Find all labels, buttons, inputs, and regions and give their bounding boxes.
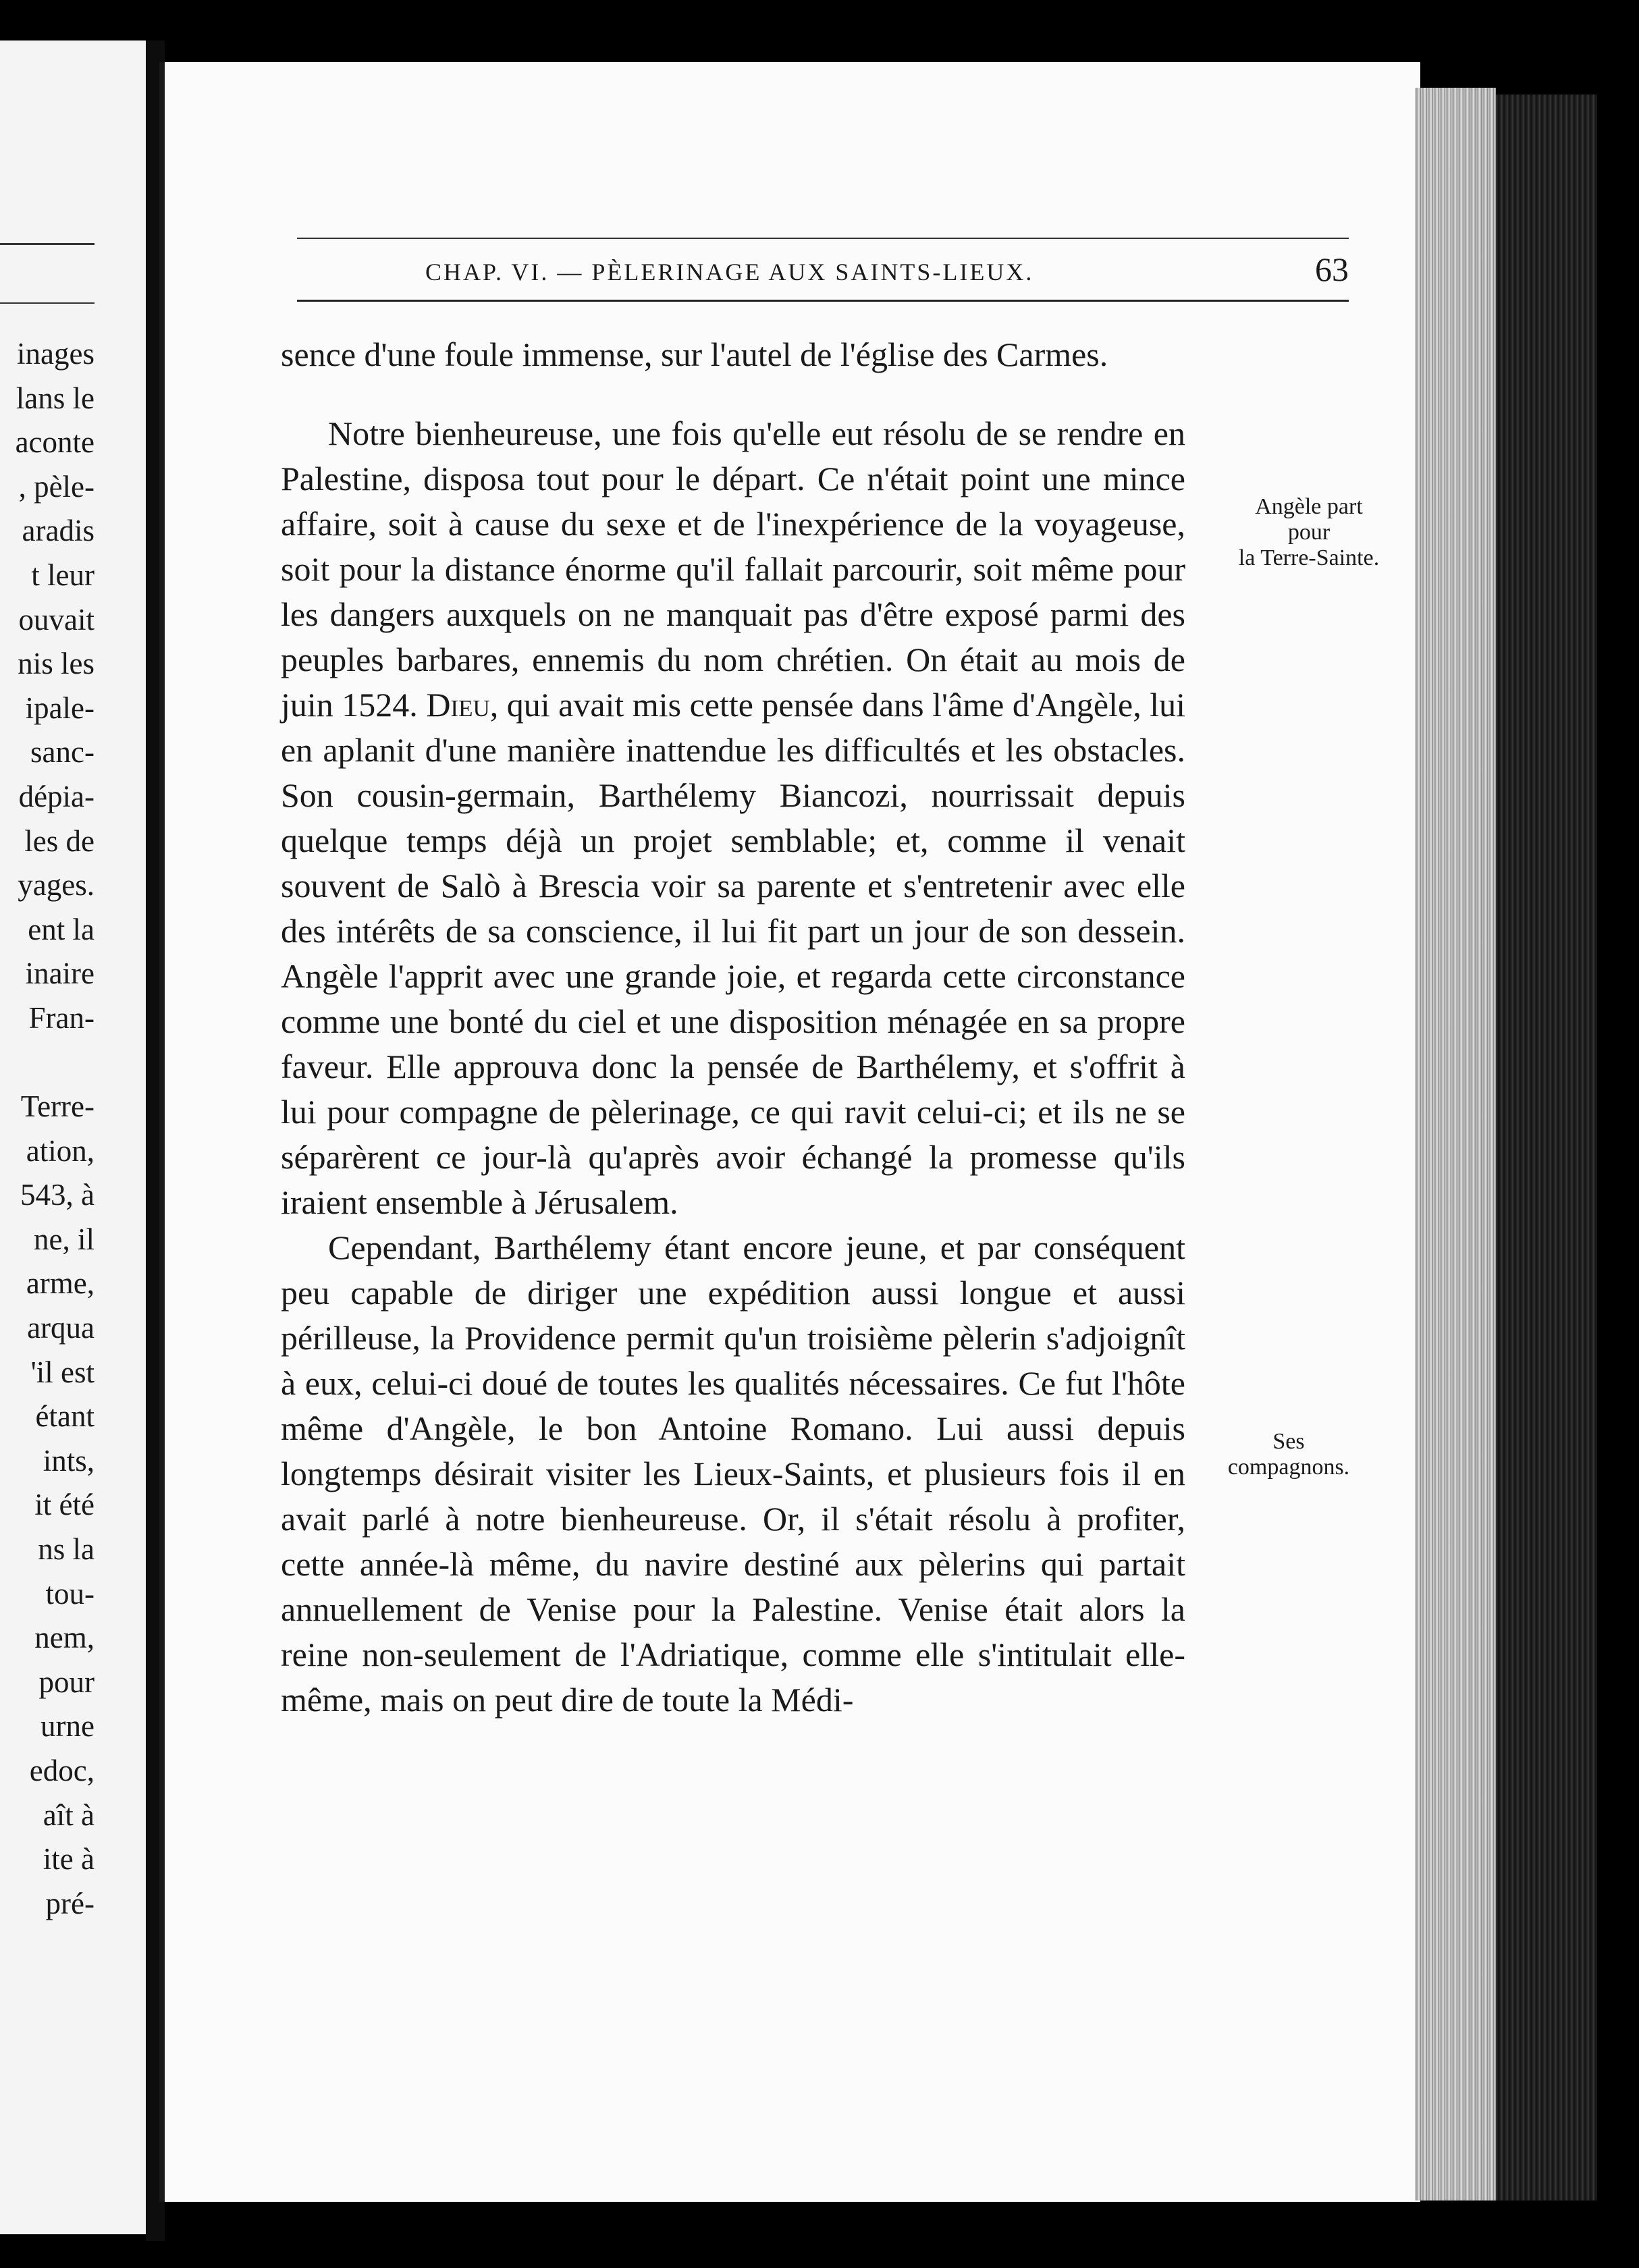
paragraph-text: Notre bienheureuse, une fois qu'elle eut résolu de se rendre en Palestine, disposa tout pour le départ. Ce n'était point une mince affaire, soit à cause du sexe et de l'inexpérience de la voyageuse, soit pour la distance énorme qu'il fallait parcourir, soit même pour les dangers auxquels on ne manquait pas d'être exposé parmi des peuples barbares, ennemis du nom chrétien. On était au mois de juin 1524. (281, 414, 1185, 724)
margin-note-line: la Terre-Sainte. (1238, 545, 1380, 570)
left-page-line: sanc- (30, 735, 95, 770)
current-page (159, 62, 1420, 2202)
left-header-rule (0, 243, 95, 245)
margin-note-departure (1198, 494, 1420, 571)
left-page-line: étant (35, 1399, 95, 1434)
left-page-line: aradis (22, 514, 95, 548)
left-page-line: urne (41, 1709, 95, 1744)
left-page-line: ns la (38, 1532, 95, 1567)
left-page-line: lans le (16, 381, 95, 415)
left-page-line: arme, (26, 1266, 95, 1301)
body-text (281, 332, 1185, 1723)
left-page-line: les de (24, 824, 95, 858)
left-page-line: yages. (18, 868, 95, 902)
left-page-line: ite à (43, 1842, 95, 1877)
left-page-line: 'il est (30, 1355, 95, 1389)
left-page-line: ne, il (34, 1222, 95, 1256)
left-page-line: pour (38, 1665, 95, 1699)
left-page-line (16, 1041, 95, 1085)
page-edges (1415, 88, 1496, 2200)
margin-note-line: pour (1287, 520, 1331, 545)
margin-note-line: Angèle part (1255, 494, 1363, 519)
left-page-line: ouvait (18, 602, 95, 637)
left-page-line: it été (34, 1488, 95, 1522)
page-header (297, 238, 1349, 319)
left-page-line: t leur (31, 558, 95, 592)
margin-note-line: compagnons. (1227, 1455, 1350, 1480)
page-number: 63 (1315, 250, 1349, 288)
paragraph-companions: Cependant, Barthélemy étant encore jeune, et par conséquent peu capable de diriger une expédition aussi longue et aussi périlleuse, la Providence permit qu'un troisième pèlerin s'adjoignît à eux, celui-ci doué de toutes les qualités nécessaires. Ce fut l'hôte même d'Angèle, le bon Antoine Romano. Lui aussi depuis longtemps désirait visiter les Lieux-Saints, et plusieurs fois il en avait parlé à notre bienheureuse. Or, il s'était résolu à profiter, cette année-là même, du navire destiné aux pèlerins qui partait annuellement de Venise pour la Palestine. Venise était alors la reine non-seulement de l'Adriatique, comme elle s'intitulait elle-même, mais on peut dire de toute la Médi- (281, 1228, 1185, 1719)
left-page-line: arqua (27, 1311, 95, 1345)
small-caps-word: Dieu (426, 686, 490, 724)
left-page-line: Terre- (20, 1089, 95, 1124)
left-page-line: ation, (26, 1133, 95, 1168)
left-page-line: inages (17, 337, 95, 371)
book-block-edge (1496, 94, 1597, 2200)
previous-page-fragment (0, 40, 162, 2234)
running-head: CHAP. VI. — PÈLERINAGE AUX SAINTS-LIEUX. (425, 259, 1034, 286)
left-page-line: ints, (43, 1443, 95, 1478)
left-page-line: edoc, (29, 1754, 95, 1787)
left-page-line: ipale- (25, 691, 95, 725)
paragraph-departure (281, 411, 1185, 1225)
left-page-line: , pèle- (18, 469, 95, 504)
left-page-line: inaire (25, 956, 95, 991)
left-page-line: 543, à (20, 1178, 95, 1212)
margin-note-line: Ses (1272, 1429, 1305, 1454)
left-page-line: dépia- (18, 779, 95, 813)
left-page-line: nem, (34, 1621, 95, 1655)
left-header-rule-lower (0, 302, 95, 304)
left-page-line: Fran- (28, 1000, 95, 1035)
left-page-line: tou- (45, 1576, 95, 1611)
paragraph-text: , qui avait mis cette pensée dans l'âme d'Angèle, lui en aplanit d'une manière inattendue les difficultés et les obstacles. Son cousin-germain, Barthélemy Biancozi, nourrissait depuis quelque temps déjà un projet semblable; et, comme il venait souvent de Salò à Brescia voir sa parente et s'entretenir avec elle des intérêts de sa conscience, il lui fit part un jour de son dessein. Angèle l'apprit avec une grande joie, et regarda cette circonstance comme une bonté du ciel et une disposition ménagée en sa propre faveur. Elle approuva donc la pensée de Barthélemy, et s'offrit à lui pour compagne de pèlerinage, ce qui ravit celui-ci; et ils ne se séparèrent ce jour-là qu'après avoir échangé la promesse qu'ils iraient ensemble à Jérusalem. (281, 686, 1185, 1221)
header-rule-top (297, 238, 1349, 239)
paragraph-continuation: sence d'une foule immense, sur l'autel de l'église des Carmes. (281, 335, 1108, 373)
margin-note-companions (1177, 1429, 1400, 1480)
header-rule-bottom (297, 300, 1349, 302)
left-page-line: pré- (45, 1886, 95, 1920)
left-page-line: aît à (43, 1798, 95, 1832)
left-page-text (16, 332, 95, 1926)
left-page-line: aconte (15, 425, 95, 460)
left-page-line: nis les (18, 647, 95, 681)
left-page-line: ent la (28, 912, 95, 946)
